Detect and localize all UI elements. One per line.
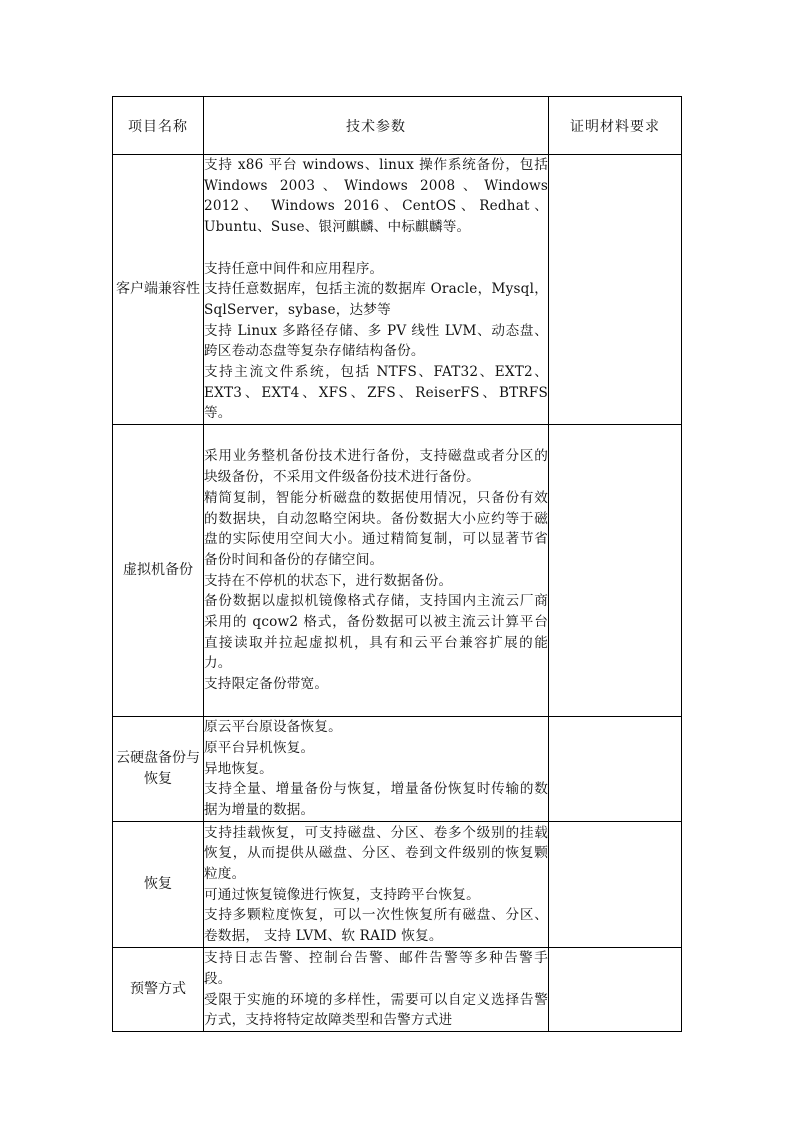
row-item-name: 云硬盘备份与恢复 — [113, 717, 204, 822]
row-tech-params — [204, 822, 549, 948]
row-item-name: 客户端兼容性 — [113, 155, 204, 425]
param-line: 支持日志告警、控制台告警、邮件告警等多种告警手段。 — [204, 950, 548, 987]
param-line: 异地恢复。 — [204, 760, 273, 777]
row-proof — [549, 822, 682, 948]
row-proof — [549, 717, 682, 822]
param-line: 支持挂载恢复，可支持磁盘、分区、卷多个级别的挂载恢复，从而提供从磁盘、分区、卷到文件级别的恢复颗粒度。 — [204, 824, 548, 882]
param-line: 原平台异机恢复。 — [204, 740, 315, 757]
row-item-name: 虚拟机备份 — [113, 425, 204, 717]
row-tech-params — [204, 425, 549, 717]
table-row — [113, 948, 682, 1032]
param-line: 支持任意中间件和应用程序。 — [204, 260, 384, 277]
param-line: 支持多颗粒度恢复，可以一次性恢复所有磁盘、分区、卷数据， 支持 LVM、软 RAID 恢复。 — [204, 907, 548, 945]
param-line: 支持主流文件系统，包括 NTFS、FAT32、EXT2、EXT3、EXT4、XFS、ZFS、ReiserFS、BTRFS 等。 — [204, 364, 548, 422]
param-line: 采用业务整机备份技术进行备份，支持磁盘或者分区的块级备份，不采用文件级备份技术进行备份。 — [204, 448, 548, 486]
param-line: 支持限定备份带宽。 — [204, 676, 329, 693]
row-item-name: 恢复 — [113, 822, 204, 948]
header-tech-params: 技术参数 — [204, 97, 549, 155]
param-line: 支持任意数据库，包括主流的数据库 Oracle，Mysql，SqlServer，sybase，达梦等 — [204, 281, 548, 318]
param-line: 原云平台原设备恢复。 — [204, 719, 342, 736]
table-row — [113, 822, 682, 948]
header-item-name: 项目名称 — [113, 97, 204, 155]
row-item-name: 预警方式 — [113, 948, 204, 1032]
row-tech-params — [204, 948, 549, 1032]
param-line: 可通过恢复镜像进行恢复，支持跨平台恢复。 — [204, 886, 480, 903]
table-row — [113, 425, 682, 717]
table-row — [113, 717, 682, 822]
param-line: 受限于实施的环境的多样性，需要可以自定义选择告警方式，支持将特定故障类型和告警方式进 — [204, 991, 548, 1029]
table-row — [113, 155, 682, 425]
param-line: 精简复制，智能分析磁盘的数据使用情况，只备份有效的数据块，自动忽略空闲块。备份数据大小应约等于磁盘的实际使用空间大小。通过精简复制，可以显著节省备份时间和备份的存储空间。 — [204, 489, 548, 568]
row-tech-params — [204, 155, 549, 425]
header-proof-requirements: 证明材料要求 — [549, 97, 682, 155]
param-line: 支持全量、增量备份与恢复，增量备份恢复时传输的数据为增量的数据。 — [204, 781, 548, 819]
param-line: 支持 x86 平台 windows、linux 操作系统备份，包括 Windows 2003、Windows 2008、Windows 2012、 Windows 2016、CentOS、Redhat、Ubuntu、Suse、银河麒麟、中标麒麟等。 — [204, 157, 548, 236]
table-header-row — [113, 97, 682, 155]
row-proof — [549, 948, 682, 1032]
param-line: 支持 Linux 多路径存储、多 PV 线性 LVM、动态盘、跨区卷动态盘等复杂存储结构备份。 — [204, 322, 548, 360]
row-proof — [549, 425, 682, 717]
param-line: 备份数据以虚拟机镜像格式存储，支持国内主流云厂商采用的 qcow2 格式，备份数据可以被主流云计算平台直接读取并拉起虚拟机，具有和云平台兼容扩展的能力。 — [204, 593, 548, 672]
spec-table — [112, 96, 682, 1032]
row-tech-params — [204, 717, 549, 822]
row-proof — [549, 155, 682, 425]
param-line: 支持在不停机的状态下，进行数据备份。 — [204, 572, 453, 589]
